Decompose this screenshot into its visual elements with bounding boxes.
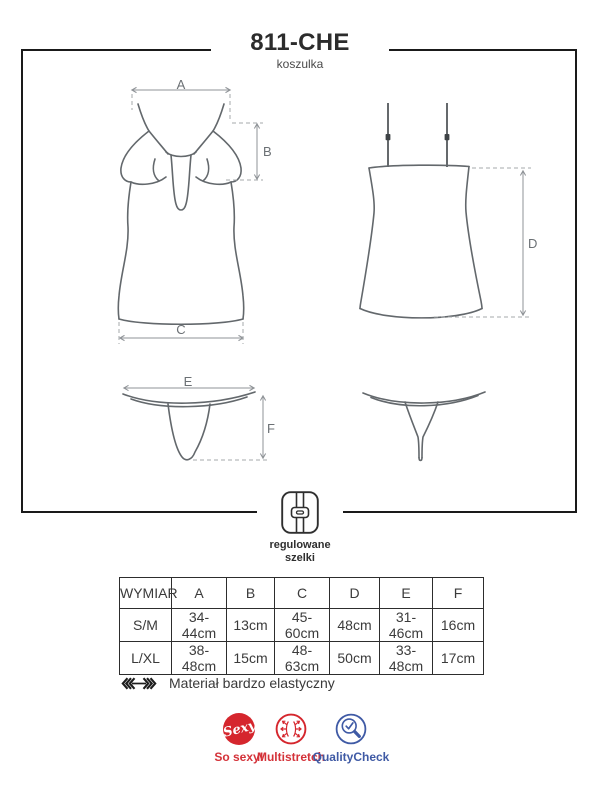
value-cell: 50cm bbox=[330, 642, 380, 675]
value-cell: 17cm bbox=[433, 642, 484, 675]
value-cell: 33-48cm bbox=[380, 642, 433, 675]
value-cell: 48-63cm bbox=[275, 642, 330, 675]
dim-label-e: E bbox=[183, 374, 193, 389]
dim-label-a: A bbox=[176, 77, 186, 92]
value-cell: 15cm bbox=[227, 642, 275, 675]
stretch-arrow-icon bbox=[117, 676, 161, 691]
strap-note bbox=[230, 539, 370, 564]
size-cell: L/XL bbox=[120, 642, 172, 675]
qualitycheck-badge bbox=[308, 713, 394, 764]
qualitycheck-icon bbox=[335, 713, 367, 745]
multistretch-icon bbox=[275, 713, 307, 745]
col-header-f: F bbox=[433, 578, 484, 609]
sexy-badge-label: So sexy! bbox=[214, 750, 264, 764]
col-header-c: C bbox=[275, 578, 330, 609]
value-cell: 16cm bbox=[433, 609, 484, 642]
value-cell: 34-44cm bbox=[172, 609, 227, 642]
multistretch-badge-label: Multistretch bbox=[256, 750, 325, 764]
strap-note-line1: regulowane bbox=[269, 539, 331, 551]
dim-label-c: C bbox=[176, 322, 186, 337]
value-cell: 45-60cm bbox=[275, 609, 330, 642]
strap-note-line2: szelki bbox=[285, 551, 315, 564]
header bbox=[211, 29, 389, 72]
size-row-sm bbox=[120, 609, 484, 642]
col-header-e: E bbox=[380, 578, 433, 609]
dim-label-b: B bbox=[263, 144, 272, 159]
value-cell: 31-46cm bbox=[380, 609, 433, 642]
qualitycheck-badge-label: QualityCheck bbox=[312, 750, 390, 764]
col-header-b: B bbox=[227, 578, 275, 609]
diagram-frame bbox=[21, 49, 577, 513]
sexy-script-text: Sexy bbox=[221, 717, 257, 741]
size-table-header-row bbox=[120, 578, 484, 609]
dim-label-d: D bbox=[528, 236, 538, 251]
value-cell: 13cm bbox=[227, 609, 275, 642]
material-note-text: Materiał bardzo elastyczny bbox=[169, 675, 335, 691]
size-cell: S/M bbox=[120, 609, 172, 642]
value-cell: 48cm bbox=[330, 609, 380, 642]
dim-label-f: F bbox=[267, 421, 275, 436]
adjustable-strap-badge bbox=[257, 489, 343, 535]
col-header-a: A bbox=[172, 578, 227, 609]
material-note-row bbox=[117, 675, 335, 691]
strap-adjuster-icon bbox=[281, 491, 319, 534]
value-cell: 38-48cm bbox=[172, 642, 227, 675]
col-header-d: D bbox=[330, 578, 380, 609]
col-header-wymiar: WYMIAR bbox=[120, 578, 172, 609]
size-table bbox=[119, 577, 484, 675]
page-subtitle: koszulka bbox=[276, 57, 324, 71]
size-row-lxl bbox=[120, 642, 484, 675]
page-title: 811-CHE bbox=[250, 29, 350, 56]
